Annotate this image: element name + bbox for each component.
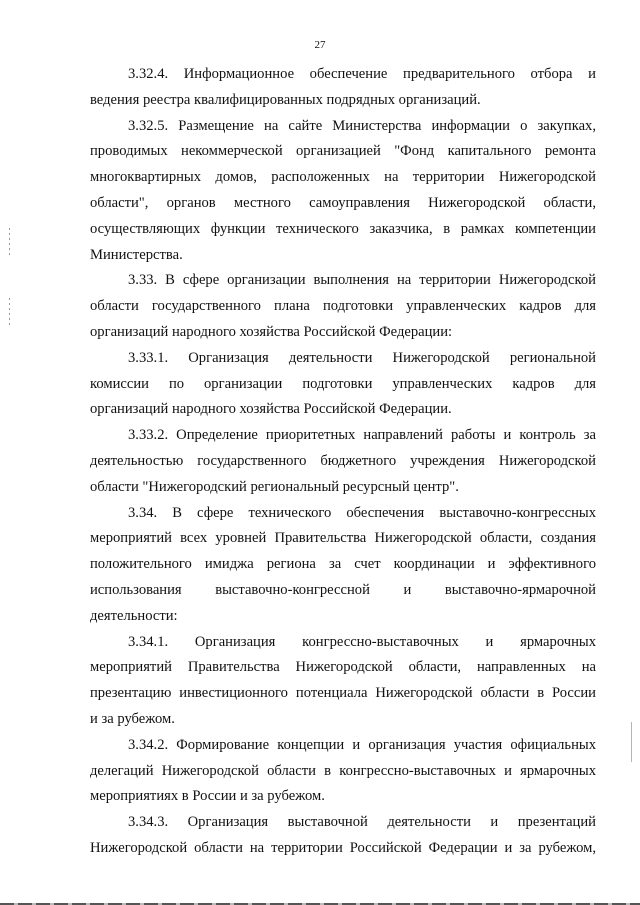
text-line: 3.33.2. Определение приоритетных направлений работы и контроль за bbox=[128, 427, 596, 444]
text-line: деятельности: bbox=[90, 607, 178, 624]
scan-edge-right bbox=[631, 722, 632, 762]
text-line: 3.34.3. Организация выставочной деятельности и презентаций bbox=[128, 814, 596, 831]
text-line: 3.32.5. Размещение на сайте Министерства информации о закупках, bbox=[128, 117, 596, 134]
paragraph bbox=[90, 268, 596, 345]
text-line: мероприятий Правительства Нижегородской области, направленных на bbox=[90, 659, 596, 676]
text-line: и за рубежом. bbox=[90, 710, 175, 727]
text-line: Министерства. bbox=[90, 246, 183, 263]
paragraph bbox=[90, 810, 596, 862]
paragraph bbox=[90, 62, 596, 114]
text-line: области", органов местного самоуправления Нижегородской области, bbox=[90, 194, 596, 211]
document-body bbox=[90, 62, 596, 862]
paragraph bbox=[90, 501, 596, 630]
text-line: организаций народного хозяйства Российской Федерации. bbox=[90, 401, 452, 418]
text-line: положительного имиджа региона за счет координации и эффективного bbox=[90, 556, 596, 573]
text-line: использования выставочно-конгрессной и выставочно-ярмарочной bbox=[90, 581, 596, 598]
text-line: многоквартирных домов, расположенных на территории Нижегородской bbox=[90, 169, 596, 186]
text-line: комиссии по организации подготовки управленческих кадров для bbox=[90, 375, 596, 392]
text-line: осуществляющих функции технического заказчика, в рамках компетенции bbox=[90, 220, 596, 237]
text-line: презентацию инвестиционного потенциала Нижегородской области в России bbox=[90, 685, 596, 702]
text-line: области государственного плана подготовки управленческих кадров для bbox=[90, 298, 596, 315]
text-line: 3.32.4. Информационное обеспечение предварительного отбора и bbox=[128, 66, 596, 82]
text-line: мероприятий всех уровней Правительства Нижегородской области, создания bbox=[90, 530, 596, 547]
text-line: мероприятиях в России и за рубежом. bbox=[90, 788, 325, 805]
text-line: 3.34. В сфере технического обеспечения выставочно-конгрессных bbox=[128, 504, 596, 521]
text-line: 3.33.1. Организация деятельности Нижегородской региональной bbox=[128, 349, 596, 366]
paragraph bbox=[90, 630, 596, 733]
scan-edge-left bbox=[9, 298, 10, 326]
paragraph bbox=[90, 114, 596, 269]
text-line: области "Нижегородский региональный ресурсный центр". bbox=[90, 478, 459, 495]
text-line: ведения реестра квалифицированных подрядных организаций. bbox=[90, 91, 481, 108]
scan-edge-left bbox=[9, 228, 10, 258]
page-number: 27 bbox=[314, 39, 326, 51]
text-line: 3.33. В сфере организации выполнения на территории Нижегородской bbox=[128, 272, 596, 289]
paragraph bbox=[90, 346, 596, 423]
text-line: делегаций Нижегородской области в конгрессно-выставочных и ярмарочных bbox=[90, 762, 596, 779]
text-line: 3.34.2. Формирование концепции и организация участия официальных bbox=[128, 736, 596, 753]
text-line: 3.34.1. Организация конгрессно-выставочных и ярмарочных bbox=[128, 633, 596, 650]
text-line: Нижегородской области на территории Российской Федерации и за рубежом, bbox=[90, 839, 596, 856]
text-line: организаций народного хозяйства Российской Федерации: bbox=[90, 323, 453, 340]
paragraph bbox=[90, 733, 596, 810]
paragraph bbox=[90, 423, 596, 500]
text-line: деятельностью государственного бюджетного учреждения Нижегородской bbox=[90, 452, 596, 469]
text-line: проводимых некоммерческой организацией "Фонд капитального ремонта bbox=[90, 143, 596, 160]
